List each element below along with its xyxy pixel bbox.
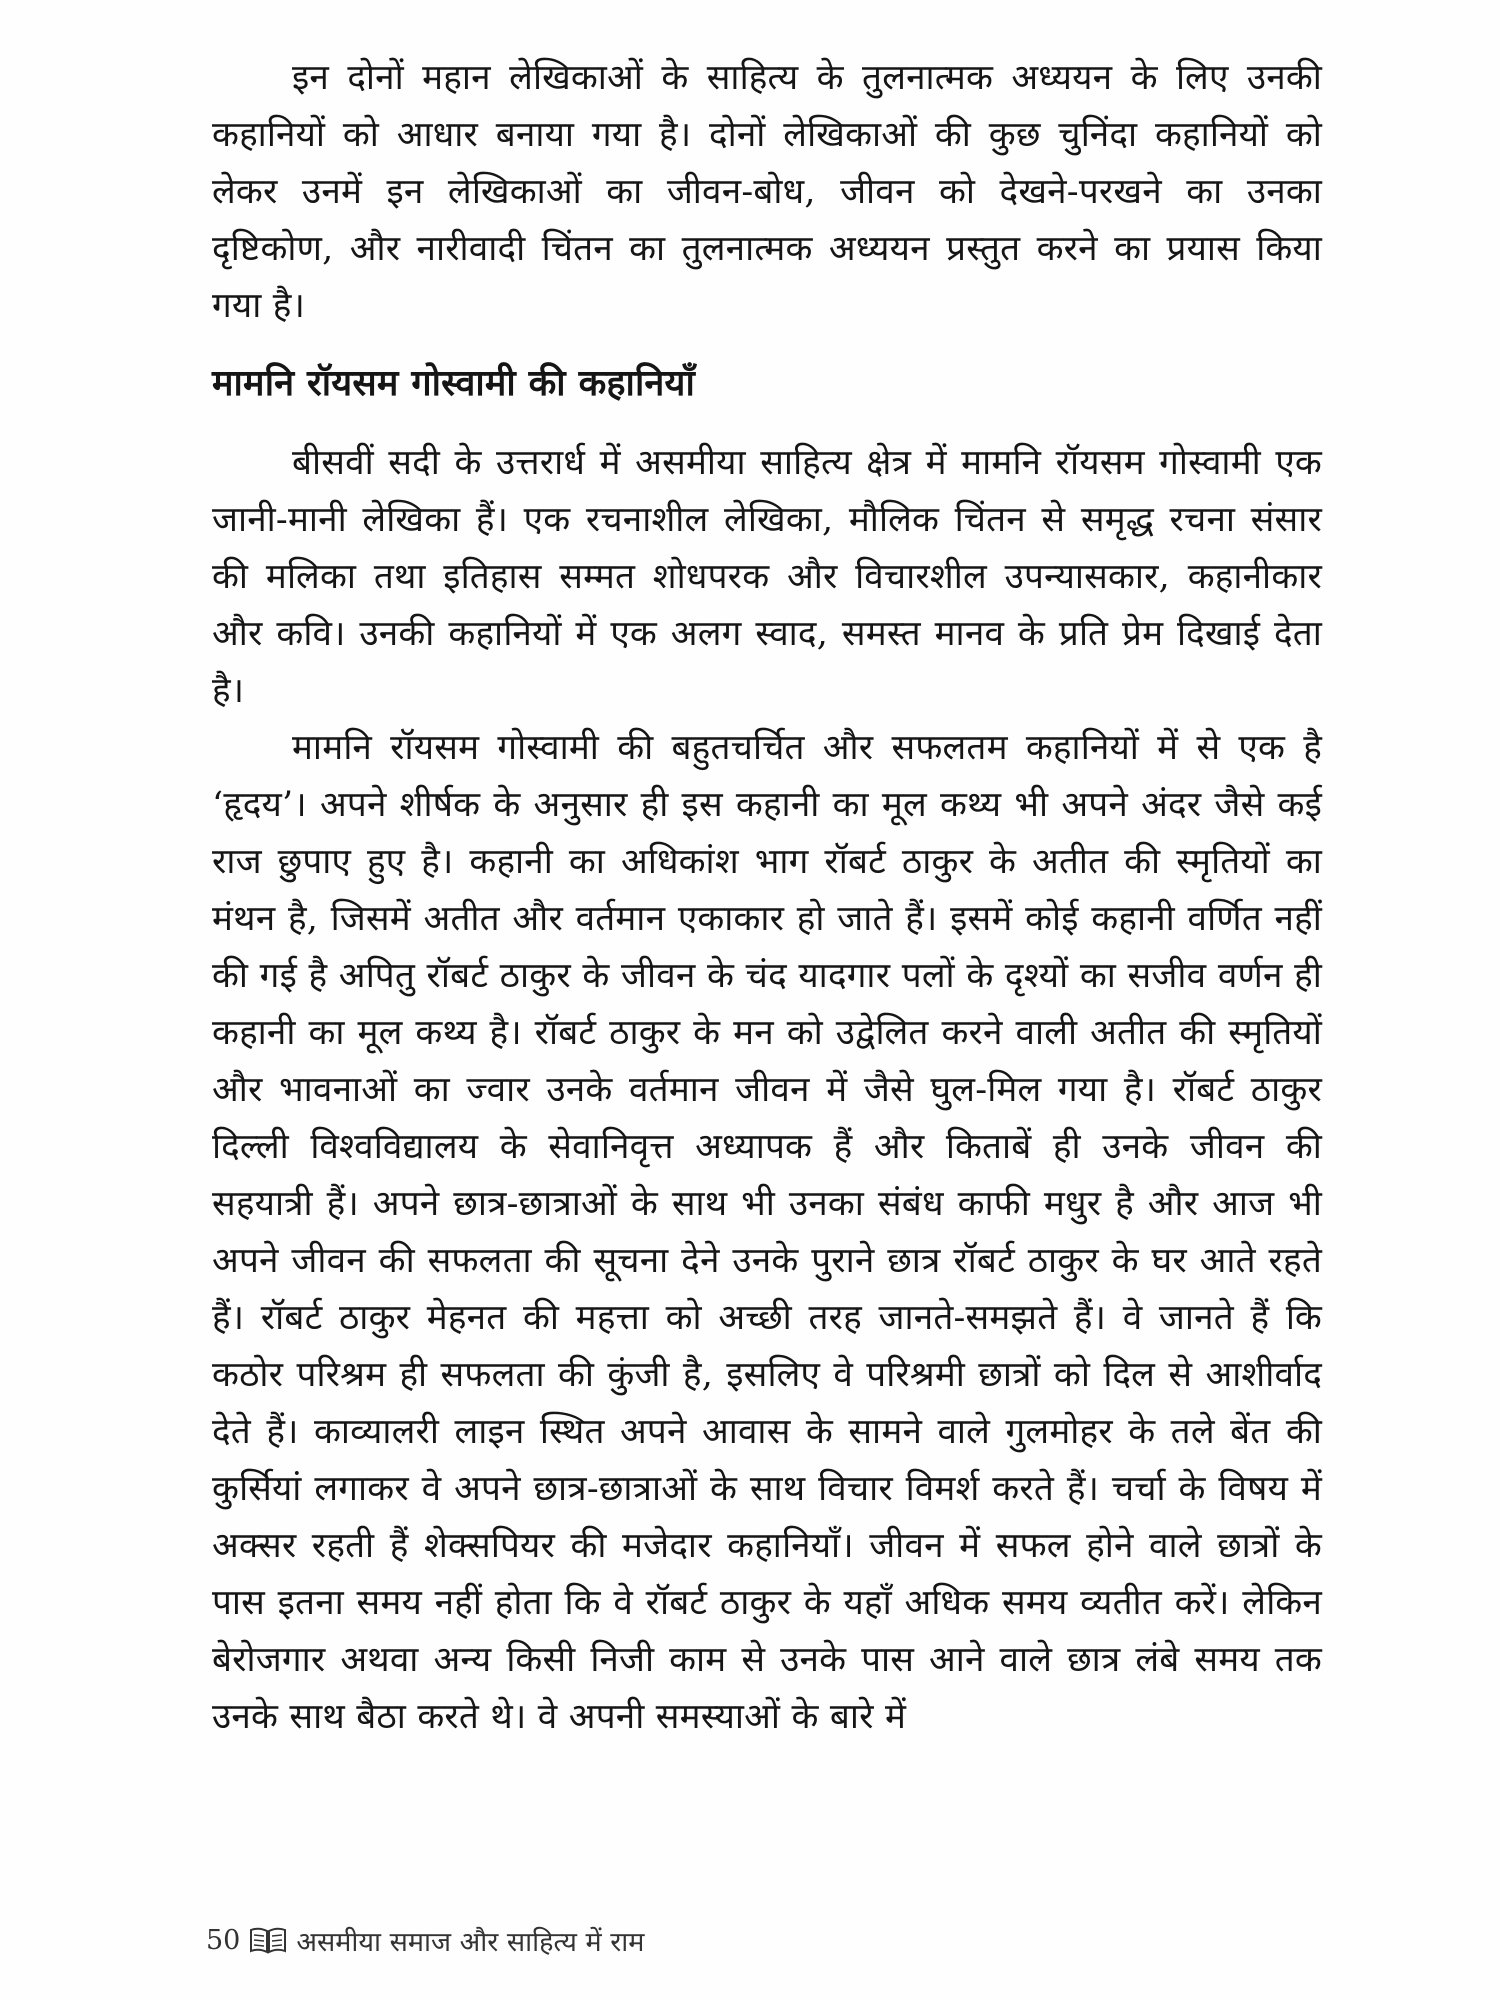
- section-body: [212, 435, 1322, 1746]
- book-title: असमीया समाज और साहित्य में राम: [296, 1926, 645, 1958]
- open-book-icon: [248, 1925, 288, 1955]
- intro-paragraph: इन दोनों महान लेखिकाओं के साहित्य के तुलनात्मक अध्ययन के लिए उनकी कहानियों को आधार बनाया गया है। दोनों लेखिकाओं की कुछ चुनिंदा कहानियों को लेकर उनमें इन लेखिकाओं का जीवन-बोध, जीवन को देखने-परखने का उनका दृष्टिकोण, और नारीवादी चिंतन का तुलनात्मक अध्ययन प्रस्तुत करने का प्रयास किया गया है।: [212, 58, 1322, 326]
- body-paragraph: मामनि रॉयसम गोस्वामी की बहुतचर्चित और सफलतम कहानियों में से एक है ‘हृदय’। अपने शीर्षक के अनुसार ही इस कहानी का मूल कथ्य भी अपने अंदर जैसे कई राज छुपाए हुए है। कहानी का अधिकांश भाग रॉबर्ट ठाकुर के अतीत की स्मृतियों का मंथन है, जिसमें अतीत और वर्तमान एकाकार हो जाते हैं। इसमें कोई कहानी वर्णित नहीं की गई है अपितु रॉबर्ट ठाकुर के जीवन के चंद यादगार पलों के दृश्यों का सजीव वर्णन ही कहानी का मूल कथ्य है। रॉबर्ट ठाकुर के मन को उद्वेलित करने वाली अतीत की स्मृतियों और भावनाओं का ज्वार उनके वर्तमान जीवन में जैसे घुल-मिल गया है। रॉबर्ट ठाकुर दिल्ली विश्वविद्यालय के सेवानिवृत्त अध्यापक हैं और किताबें ही उनके जीवन की सहयात्री हैं। अपने छात्र-छात्राओं के साथ भी उनका संबंध काफी मधुर है और आज भी अपने जीवन की सफलता की सूचना देने उनके पुराने छात्र रॉबर्ट ठाकुर के घर आते रहते हैं। रॉबर्ट ठाकुर मेहनत की महत्ता को अच्छी तरह जानते-समझते हैं। वे जानते हैं कि कठोर परिश्रम ही सफलता की कुंजी है, इसलिए वे परिश्रमी छात्रों को दिल से आशीर्वाद देते हैं। काव्यालरी लाइन स्थित अपने आवास के सामने वाले गुलमोहर के तले बेंत की कुर्सियां लगाकर वे अपने छात्र-छात्राओं के साथ विचार विमर्श करते हैं। चर्चा के विषय में अक्सर रहती हैं शेक्सपियर की मजेदार कहानियाँ। जीवन में सफल होने वाले छात्रों के पास इतना समय नहीं होता कि वे रॉबर्ट ठाकुर के यहाँ अधिक समय व्यतीत करें। लेकिन बेरोजगार अथवा अन्य किसी निजी काम से उनके पास आने वाले छात्र लंबे समय तक उनके साथ बैठा करते थे। वे अपनी समस्याओं के बारे में: [212, 728, 1322, 1737]
- intro-block: [212, 50, 1322, 335]
- body-paragraph: बीसवीं सदी के उत्तरार्ध में असमीया साहित्य क्षेत्र में मामनि रॉयसम गोस्वामी एक जानी-मानी लेखिका हैं। एक रचनाशील लेखिका, मौलिक चिंतन से समृद्ध रचना संसार की मलिका तथा इतिहास सम्मत शोधपरक और विचारशील उपन्यासकार, कहानीकार और कवि। उनकी कहानियों में एक अलग स्वाद, समस्त मानव के प्रति प्रेम दिखाई देता है।: [212, 443, 1322, 711]
- section-heading: मामनि रॉयसम गोस्वामी की कहानियाँ: [212, 362, 695, 404]
- section-heading-block: [212, 358, 1322, 408]
- page-number: 50: [206, 1924, 241, 1956]
- page-footer: [206, 1918, 644, 1962]
